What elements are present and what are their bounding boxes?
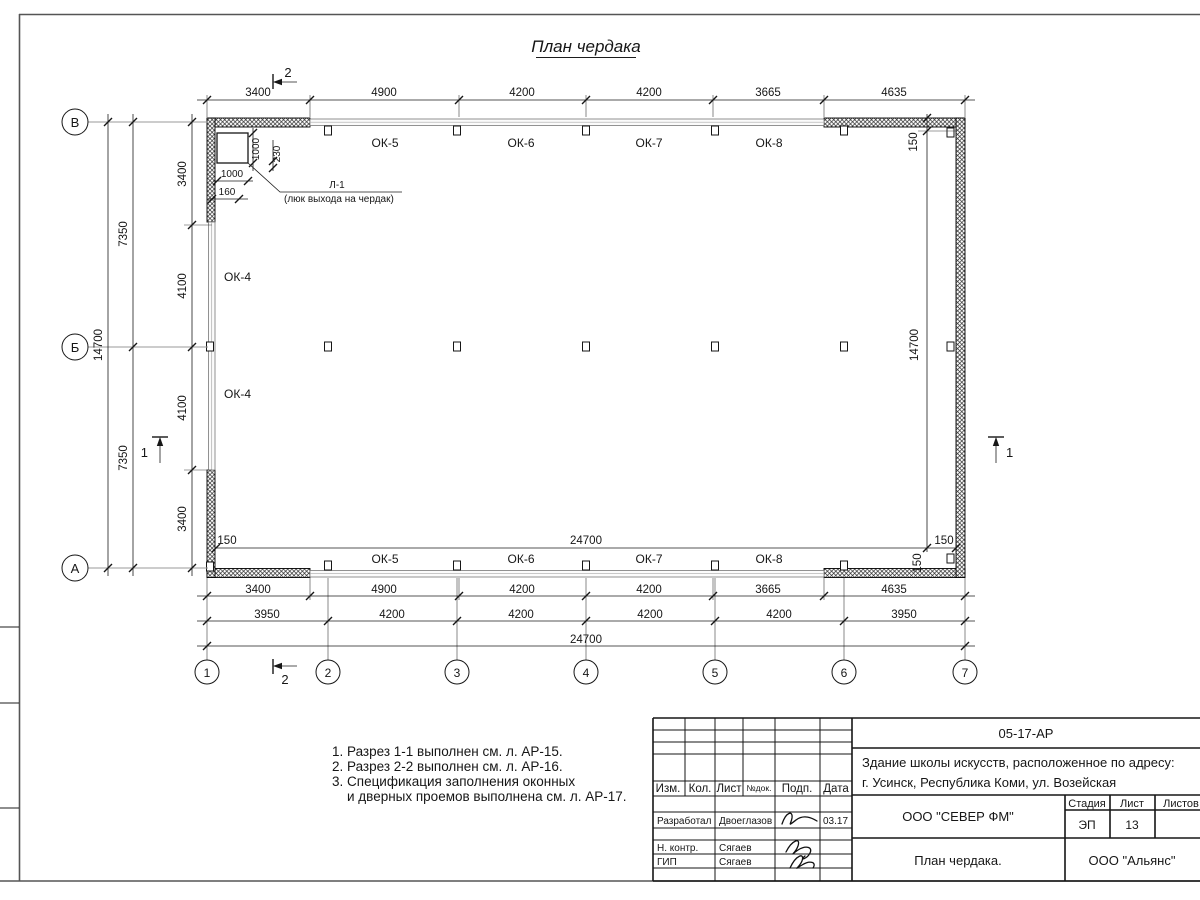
tb-header-doc: №док. [746,783,772,793]
note-line: 1. Разрез 1-1 выполнен см. л. АР-15. [332,744,563,759]
section-label: 1 [140,445,148,460]
axis-label: В [70,115,80,130]
dim-label: 150 [912,553,924,573]
dim-label: 4200 [509,87,535,99]
tb-org1: ООО "СЕВЕР ФМ" [902,809,1014,824]
hatch-dim-height: 1000 [251,137,262,161]
window-label: ОК-7 [635,136,663,150]
wall-left-bottom [207,470,215,578]
tb-sheet-label: Лист [1120,798,1144,810]
column-markers [207,126,955,571]
tb-header-podp: Подп. [781,783,813,795]
dim-label: 3400 [177,506,189,532]
section-label: 1 [1006,445,1014,460]
note-line: 2. Разрез 2-2 выполнен см. л. АР-16. [332,759,563,774]
dim-label: 4200 [379,609,405,621]
tb-project-line2: г. Усинск, Республика Коми, ул. Возейская [862,775,1117,790]
dim-label: 4635 [881,87,907,99]
wall-right [956,118,965,578]
hatch-opening [217,133,248,163]
hatch-callout-label: Л-1 [329,180,345,191]
window-label: ОК-8 [755,552,783,566]
section-mark-2-bottom [273,659,297,687]
dim-label: 150 [217,535,237,547]
dim-label: 14700 [93,329,105,361]
dim-chain-bottom [197,578,975,660]
hatch-dim-offset2: 160 [218,187,236,198]
dim-label: 3665 [755,87,781,99]
dim-label: 4200 [637,609,663,621]
section-label: 2 [281,672,289,687]
dim-label: 3400 [245,87,271,99]
dim-label: 3400 [177,161,189,187]
axis-label: 3 [453,666,461,680]
walls [207,118,966,578]
hatch-dim-offset1: 230 [272,145,283,163]
axis-label: 6 [840,666,848,680]
signature [782,813,817,824]
dim-label: 4100 [177,395,189,421]
signature [790,856,814,868]
window-bands [209,119,825,577]
axis-label: А [70,561,80,576]
section-label: 2 [284,65,292,80]
window-label: ОК-4 [224,270,251,284]
wall-left-top [207,118,215,222]
dim-label: 24700 [570,634,602,646]
note-line: и дверных проемов выполнена см. л. АР-17. [347,789,627,804]
dim-label: 3400 [245,584,271,596]
dim-label: 3950 [891,609,917,621]
dim-label: 3950 [254,609,280,621]
section-mark-1-left [141,437,168,463]
dim-label: 4900 [371,584,397,596]
hatch-dim-width: 1000 [220,169,244,180]
tb-sheet-title: План чердака. [914,853,1002,868]
axis-label: 1 [203,666,211,680]
tb-role: Разработал [657,816,712,827]
axis-bubbles-left [62,109,88,581]
window-label: ОК-4 [224,387,251,401]
tb-header-kol: Кол. [688,783,712,795]
dim-label: 7350 [118,445,130,471]
tb-header-izm: Изм. [655,783,681,795]
window-label: ОК-5 [371,136,399,150]
dim-label: 7350 [118,221,130,247]
dim-label: 24700 [570,535,602,547]
hatch-callout-note: (люк выхода на чердак) [284,194,394,205]
tb-role: ГИП [657,857,677,868]
axis-label: Б [70,340,80,355]
window-label: ОК-6 [507,552,535,566]
dim-label: 4200 [508,609,534,621]
dim-label: 3665 [755,584,781,596]
drawing-title [531,37,640,58]
tb-date: 03.17 [823,816,849,827]
dim-chain-top [197,87,975,117]
window-label: ОК-7 [635,552,663,566]
dim-label: 4200 [509,584,535,596]
dim-label: 150 [934,535,954,547]
dim-chain-left [88,114,212,576]
tb-sheets-label: Листов [1163,798,1199,810]
axis-bubbles-bottom [195,660,977,684]
window-label: ОК-8 [755,136,783,150]
signatures [782,813,817,868]
wall-top-left [207,118,310,127]
axis-label: 2 [324,666,332,680]
tb-org2: ООО "Альянс" [1088,853,1176,868]
tb-role: Н. контр. [657,843,699,854]
tb-header-list: Лист [716,783,742,795]
tb-name: Сягаев [719,843,752,854]
window-label: ОК-5 [371,552,399,566]
tb-stage-label: Стадия [1068,798,1106,810]
title-block [653,718,1200,881]
wall-bottom-left [207,569,310,578]
axis-label: 4 [582,666,590,680]
dim-label: 4900 [371,87,397,99]
section-mark-1-right [988,437,1013,463]
tb-doc-number: 05-17-АР [998,726,1054,741]
note-line: 3. Спецификация заполнения оконных [332,774,576,789]
dim-label: 4200 [636,584,662,596]
section-mark-2-top [273,65,297,89]
tb-stage-value: ЭП [1078,818,1096,832]
tb-name: Сягаев [719,857,752,868]
axis-label: 7 [961,666,969,680]
dim-label: 150 [908,132,920,152]
tb-sheet-value: 13 [1125,818,1139,832]
window-label: ОК-6 [507,136,535,150]
dim-label: 4200 [766,609,792,621]
dim-label: 4635 [881,584,907,596]
dim-label: 4200 [636,87,662,99]
dim-label: 4100 [177,273,189,299]
tb-name: Двоеглазов [719,816,773,827]
tb-header-data: Дата [823,783,849,795]
dim-label: 14700 [909,329,921,361]
axis-label: 5 [711,666,719,680]
notes-block [332,744,627,804]
page-title: План чердака [531,37,641,56]
sheet-frame [0,14,1200,881]
tb-project-line1: Здание школы искусств, расположенное по адресу: [862,755,1175,770]
